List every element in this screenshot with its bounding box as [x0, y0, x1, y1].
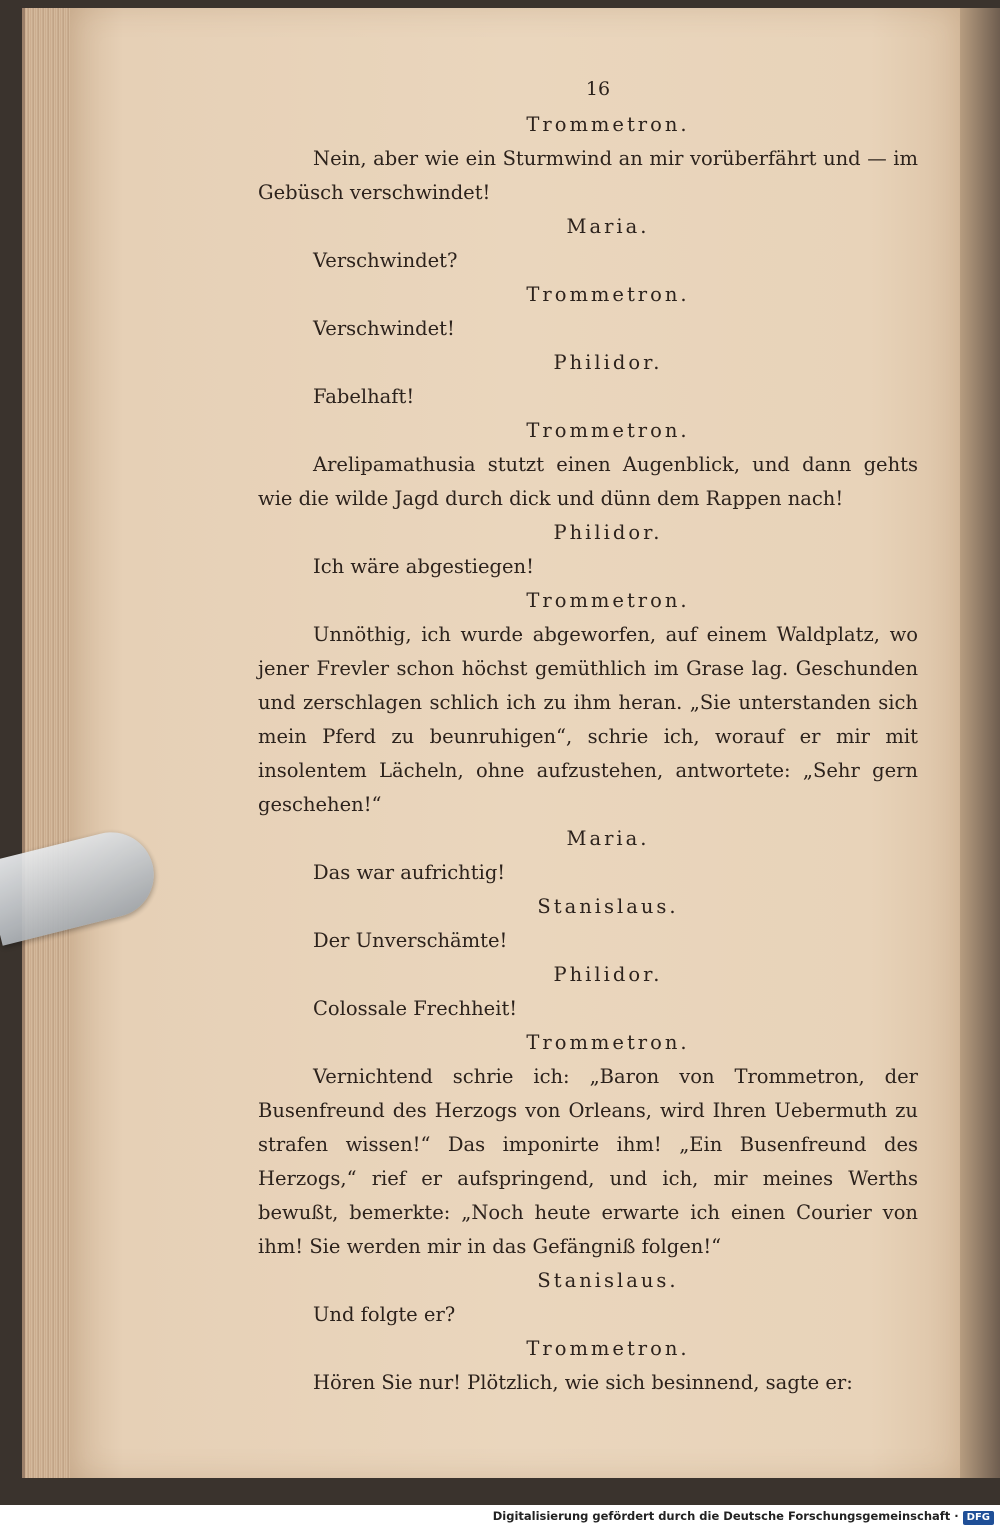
footer-credit: Digitalisierung gefördert durch die Deutsche Forschungsgemeinschaft ·	[492, 1509, 959, 1523]
footer-bar	[0, 1505, 1000, 1527]
dialogue-line: Verschwindet?	[313, 249, 458, 272]
dialogue-line: Der Unverschämte!	[313, 929, 508, 952]
dialogue-paragraph: Vernichtend schrie ich: „Baron von Trommetron, der Busenfreund des Herzogs von Orleans, wird Ihren Uebermuth zu strafen wissen!“ Das imponirte ihm! „Ein Busenfreund des Herzogs,“ rief er aufspringend, und ich, mir meines Werths bewußt, bemerkte: „Noch heute erwarte ich einen Courier von ihm! Sie werden mir in das Gefängniß folgen!“	[258, 1065, 918, 1258]
facing-page-gutter	[960, 8, 1000, 1478]
dfg-logo: DFG	[963, 1511, 994, 1525]
speaker-name: Trommetron.	[526, 283, 690, 306]
speaker-name: Philidor.	[553, 351, 663, 374]
speaker-name: Trommetron.	[526, 1337, 690, 1360]
page-number: 16	[585, 78, 611, 100]
dialogue-line: Colossale Frechheit!	[313, 997, 518, 1020]
dialogue-line: Das war aufrichtig!	[313, 861, 506, 884]
dialogue-blocks	[258, 108, 918, 1400]
dialogue-paragraph: Arelipamathusia stutzt einen Augenblick, und dann gehts wie die wilde Jagd durch dick und dünn dem Rappen nach!	[258, 453, 918, 510]
page-text	[258, 72, 918, 1400]
dialogue-line: Ich wäre abgestiegen!	[313, 555, 534, 578]
dialogue-line: Fabelhaft!	[313, 385, 415, 408]
speaker-name: Stanislaus.	[537, 895, 679, 918]
speaker-name: Philidor.	[553, 521, 663, 544]
dialogue-line: Verschwindet!	[313, 317, 455, 340]
dialogue-paragraph: Hören Sie nur! Plötzlich, wie sich besinnend, sagte er:	[313, 1371, 853, 1394]
speaker-name: Trommetron.	[526, 589, 690, 612]
dialogue-paragraph: Nein, aber wie ein Sturmwind an mir vorüberfährt und — im Gebüsch verschwindet!	[258, 147, 918, 204]
speaker-name: Trommetron.	[526, 1031, 690, 1054]
dialogue-line: Und folgte er?	[313, 1303, 456, 1326]
speaker-name: Trommetron.	[526, 113, 690, 136]
dialogue-paragraph: Unnöthig, ich wurde abgeworfen, auf einem Waldplatz, wo jener Frevler schon höchst gemüthlich im Grase lag. Geschunden und zerschlagen schlich ich zu ihm heran. „Sie unterstanden sich mein Pferd zu beunruhigen“, schrie ich, worauf er mir mit insolentem Lächeln, ohne aufzustehen, antwortete: „Sehr gern geschehen!“	[258, 623, 918, 816]
speaker-name: Maria.	[566, 827, 650, 850]
speaker-name: Maria.	[566, 215, 650, 238]
speaker-name: Stanislaus.	[537, 1269, 679, 1292]
speaker-name: Trommetron.	[526, 419, 690, 442]
speaker-name: Philidor.	[553, 963, 663, 986]
